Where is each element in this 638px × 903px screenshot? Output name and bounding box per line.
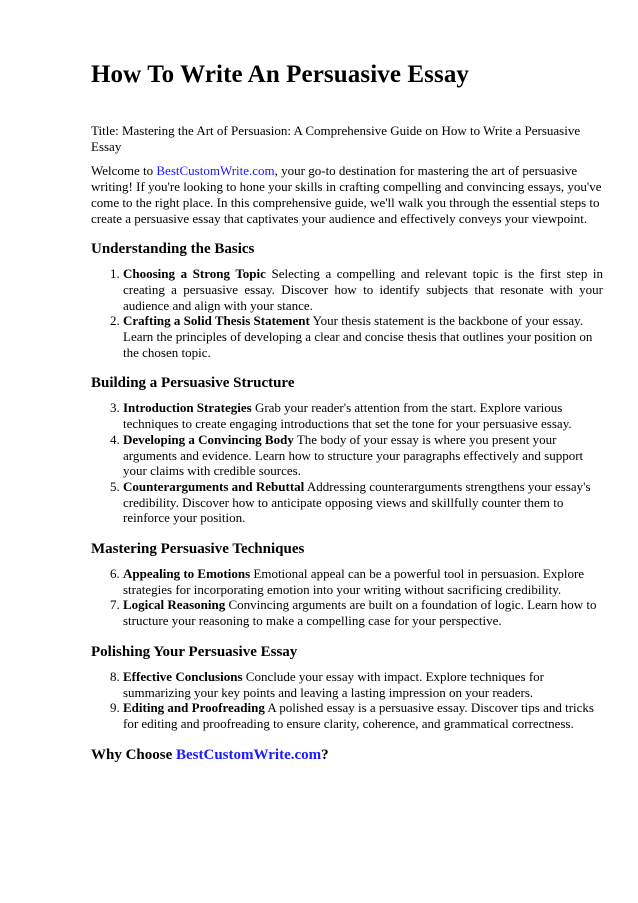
why-choose-text-after: ? <box>321 746 329 763</box>
list-item-term: Appealing to Emotions <box>123 566 251 582</box>
list-item-term: Logical Reasoning <box>123 597 226 613</box>
title-line: Title: Mastering the Art of Persuasion: A Comprehensive Guide on How to Write a Persuasive Essay <box>91 123 581 154</box>
section-heading-techniques: Mastering Persuasive Techniques <box>91 541 305 558</box>
list-item-text: Addressing counterarguments strengthens your essay's credibility. Discover how to anticipate opposing views and skillfully counter them to reinforce your position. <box>123 478 591 526</box>
list-item-term: Counterarguments and Rebuttal <box>123 478 305 494</box>
section-heading-why-choose <box>91 746 603 764</box>
list-item <box>123 700 603 731</box>
list-item <box>123 597 603 628</box>
page-title: How To Write An Persuasive Essay <box>91 61 470 88</box>
section-list-structure <box>91 400 603 526</box>
intro-text-after: , your go-to destination for mastering the art of persuasive writing! If you're looking to hone your skills in crafting compelling and convincing essays, you've come to the right place. In this comprehensive guide, we'll walk you through the essential steps to create a persuasive essay that captivates your audience and effectively conveys your viewpoint. <box>91 163 602 226</box>
list-item-text: Convincing arguments are built on a foundation of logic. Learn how to structure your reasoning to make a compelling case for your perspective. <box>123 597 597 629</box>
list-item-term: Introduction Strategies <box>123 400 252 416</box>
list-item-term: Editing and Proofreading <box>123 700 265 716</box>
list-item <box>123 479 603 526</box>
section-heading-basics: Understanding the Basics <box>91 241 255 258</box>
list-item-text: Your thesis statement is the backbone of your essay. Learn the principles of developing a clear and concise thesis that outlines your position on the chosen topic. <box>123 313 593 360</box>
list-item-text: A polished essay is a persuasive essay. Discover tips and tricks for editing and proofreading to ensure clarity, coherence, and grammatical correctness. <box>123 700 594 731</box>
section-list-basics <box>91 266 603 360</box>
list-item-text: Grab your reader's attention from the start. Explore various techniques to create engaging introductions that set the tone for your persuasive essay. <box>123 400 572 432</box>
list-item-term: Developing a Convincing Body <box>123 431 294 447</box>
list-item <box>123 669 603 700</box>
section-list-polishing <box>91 669 603 732</box>
list-item-text: Conclude your essay with impact. Explore techniques for summarizing your key points and leaving a lasting impression on your readers. <box>123 668 544 700</box>
list-item <box>123 313 603 360</box>
why-choose-site-link[interactable]: BestCustomWrite.com <box>176 746 322 763</box>
why-choose-text-before: Why Choose <box>91 746 177 763</box>
intro-site-link[interactable]: BestCustomWrite.com <box>156 163 275 179</box>
intro-paragraph <box>91 163 603 226</box>
intro-text-before: Welcome to <box>91 163 157 179</box>
list-item <box>123 566 603 597</box>
list-item <box>123 432 603 479</box>
list-item-text: Emotional appeal can be a powerful tool in persuasion. Explore strategies for incorporating emotion into your writing without sacrificing credibility. <box>123 566 585 597</box>
list-item-term: Choosing a Strong Topic <box>123 266 266 282</box>
section-list-techniques <box>91 566 603 629</box>
document-page <box>91 58 603 772</box>
section-heading-structure: Building a Persuasive Structure <box>91 375 295 392</box>
list-item-term: Effective Conclusions <box>123 668 243 684</box>
list-item <box>123 266 603 313</box>
list-item-term: Crafting a Solid Thesis Statement <box>123 313 310 329</box>
list-item-text: The body of your essay is where you present your arguments and evidence. Learn how to structure your paragraphs effectively and support your claims with credible sources. <box>123 431 584 479</box>
list-item-text: Selecting a compelling and relevant topic is the first step in creating a persuasive essay. Discover how to identify subjects that resonate with your audience and align with your stance. <box>123 266 604 313</box>
section-heading-polishing: Polishing Your Persuasive Essay <box>91 643 298 660</box>
list-item <box>123 400 603 431</box>
